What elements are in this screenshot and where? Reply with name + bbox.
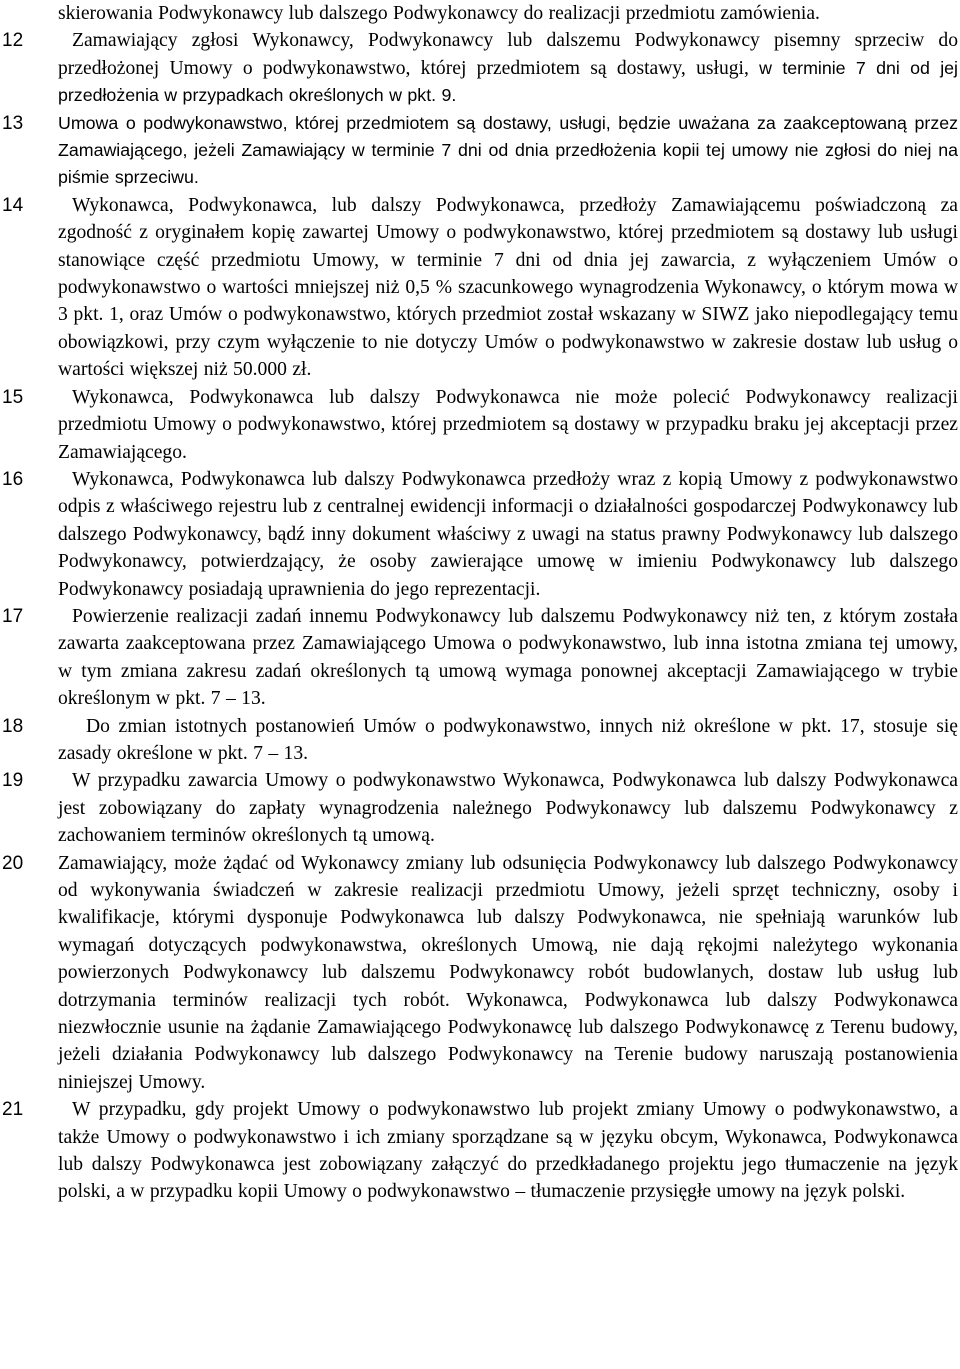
item-number: 17: [2, 605, 24, 627]
list-item-20: [0, 850, 960, 1097]
item-text: Zamawiający zgłosi Wykonawcy, Podwykonawcy lub dalszemu Podwykonawcy pisemny sprzeciw do przedłożonej Umowy o podwykonawstwo, której przedmiotem są dostawy, usługi, w terminie 7 dni od jej przedłożenia w przypadkach określonych w pkt. 9.: [58, 30, 958, 106]
item-text: Umowa o podwykonawstwo, której przedmiotem są dostawy, usługi, będzie uważana za zaakceptowaną przez Zamawiającego, jeżeli Zamawiający w terminie 7 dni od dnia przedłożenia kopii tej umowy nie zgłosi do niej na piśmie sprzeciwu.: [58, 112, 958, 188]
item-number: 19: [2, 770, 24, 792]
item-number: 14: [2, 194, 24, 216]
list-item-17: [0, 603, 960, 713]
list-item-13: [0, 110, 960, 192]
item-text: Wykonawca, Podwykonawca lub dalszy Podwykonawca przedłoży wraz z kopią Umowy z podwykonawstwo odpis z właściwego rejestru lub z centralnej ewidencji informacji o działalności gospodarczej Podwykonawcy lub dalszego Podwykonawcy, bądź inny dokument właściwy z uwagi na status prawny Podwykonawcy lub dalszego Podwykonawcy, potwierdzający, że osoby zawierające umowę w imieniu Podwykonawcy lub dalszego Podwykonawcy posiadają uprawnienia do jego reprezentacji.: [58, 468, 958, 600]
item-text: Powierzenie realizacji zadań innemu Podwykonawcy lub dalszemu Podwykonawcy niż ten, z którym została zawarta zaakceptowana przez Zamawiającego Umowa o podwykonawstwo, lub inna istotna zmiana tej umowy, w tym zmiana zakresu zadań określonych tą umową wymaga ponownej akceptacji Zamawiającego w trybie określonym w pkt. 7 – 13.: [58, 605, 958, 710]
list-item-21: [0, 1096, 960, 1206]
intro-text: skierowania Podwykonawcy lub dalszego Podwykonawcy do realizacji przedmiotu zamówienia.: [58, 3, 820, 24]
item-number: 13: [2, 112, 24, 134]
list-item-19: [0, 767, 960, 849]
item-number: 20: [2, 852, 24, 874]
item-number: 21: [2, 1099, 24, 1121]
intro-paragraph: [0, 0, 960, 27]
item-text: Do zmian istotnych postanowień Umów o podwykonawstwo, innych niż określone w pkt. 17, stosuje się zasady określone w pkt. 7 – 13.: [58, 715, 958, 764]
list-item-16: [0, 466, 960, 603]
item-text: Wykonawca, Podwykonawca, lub dalszy Podwykonawca, przedłoży Zamawiającemu poświadczoną za zgodność z oryginałem kopię zawartej Umowy o podwykonawstwo, której przedmiotem są dostawy lub usługi stanowiące część przedmiotu Umowy, w terminie 7 dni od dnia jej zawarcia, z wyłączeniem Umów o podwykonawstwo o wartości mniejszej niż 0,5 % szacunkowego wynagrodzenia Wykonawcy, o którym mowa w 3 pkt. 1, oraz Umów o podwykonawstwo, których przedmiot został wskazany w SIWZ jako niepodlegający temu obowiązkowi, przy czym wyłączenie to nie dotyczy Umów o podwykonawstwo w zakresie dostaw lub usług o wartości większej niż 50.000 zł.: [58, 194, 958, 381]
item-number: 15: [2, 386, 24, 408]
list-item-12: [0, 27, 960, 109]
list-item-15: [0, 384, 960, 466]
item-number: 16: [2, 468, 24, 490]
item-text: W przypadku zawarcia Umowy o podwykonawstwo Wykonawca, Podwykonawca lub dalszy Podwykonawca jest zobowiązany do zapłaty wynagrodzenia należnego Podwykonawcy lub dalszemu Podwykonawcy z zachowaniem terminów określonych tą umową.: [58, 770, 958, 847]
list-item-14: [0, 192, 960, 384]
list-item-18: [0, 713, 960, 768]
item-text: W przypadku, gdy projekt Umowy o podwykonawstwo lub projekt zmiany Umowy o podwykonawstwo, a także Umowy o podwykonawstwo i ich zmiany sporządzane są w języku obcym, Wykonawca, Podwykonawca lub dalszy Podwykonawca jest zobowiązany załączyć do przedkładanego projektu jego tłumaczenie na język polski, a w przypadku kopii Umowy o podwykonawstwo – tłumaczenie przysięgłe umowy na język polski.: [58, 1099, 958, 1203]
item-number: 12: [2, 30, 24, 52]
item-number: 18: [2, 715, 24, 737]
item-text: Wykonawca, Podwykonawca lub dalszy Podwykonawca nie może polecić Podwykonawcy realizacji przedmiotu Umowy o podwykonawstwo, której przedmiotem są dostawy w przypadku braku jej akceptacji przez Zamawiającego.: [58, 386, 958, 463]
item-text: Zamawiający, może żądać od Wykonawcy zmiany lub odsunięcia Podwykonawcy lub dalszego Podwykonawcy od wykonywania świadczeń w zakresie realizacji przedmiotu Umowy, jeżeli sprzęt techniczny, osoby i kwalifikacje, którymi dysponuje Podwykonawca lub dalszy Podwykonawca, nie spełniają warunków lub wymagań dotyczących podwykonawstwa, określonych Umową, nie dają rękojmi należytego wykonania powierzonych Podwykonawcy lub dalszemu Podwykonawcy robót budowlanych, dostaw lub usług lub dotrzymania terminów realizacji tych robót. Wykonawca, Podwykonawca lub dalszy Podwykonawca niezwłocznie usunie na żądanie Zamawiającego Podwykonawcę lub dalszego Podwykonawcę z Terenu budowy, jeżeli działania Podwykonawcy lub dalszego Podwykonawcy na Terenie budowy naruszają postanowienia niniejszej Umowy.: [58, 852, 958, 1093]
